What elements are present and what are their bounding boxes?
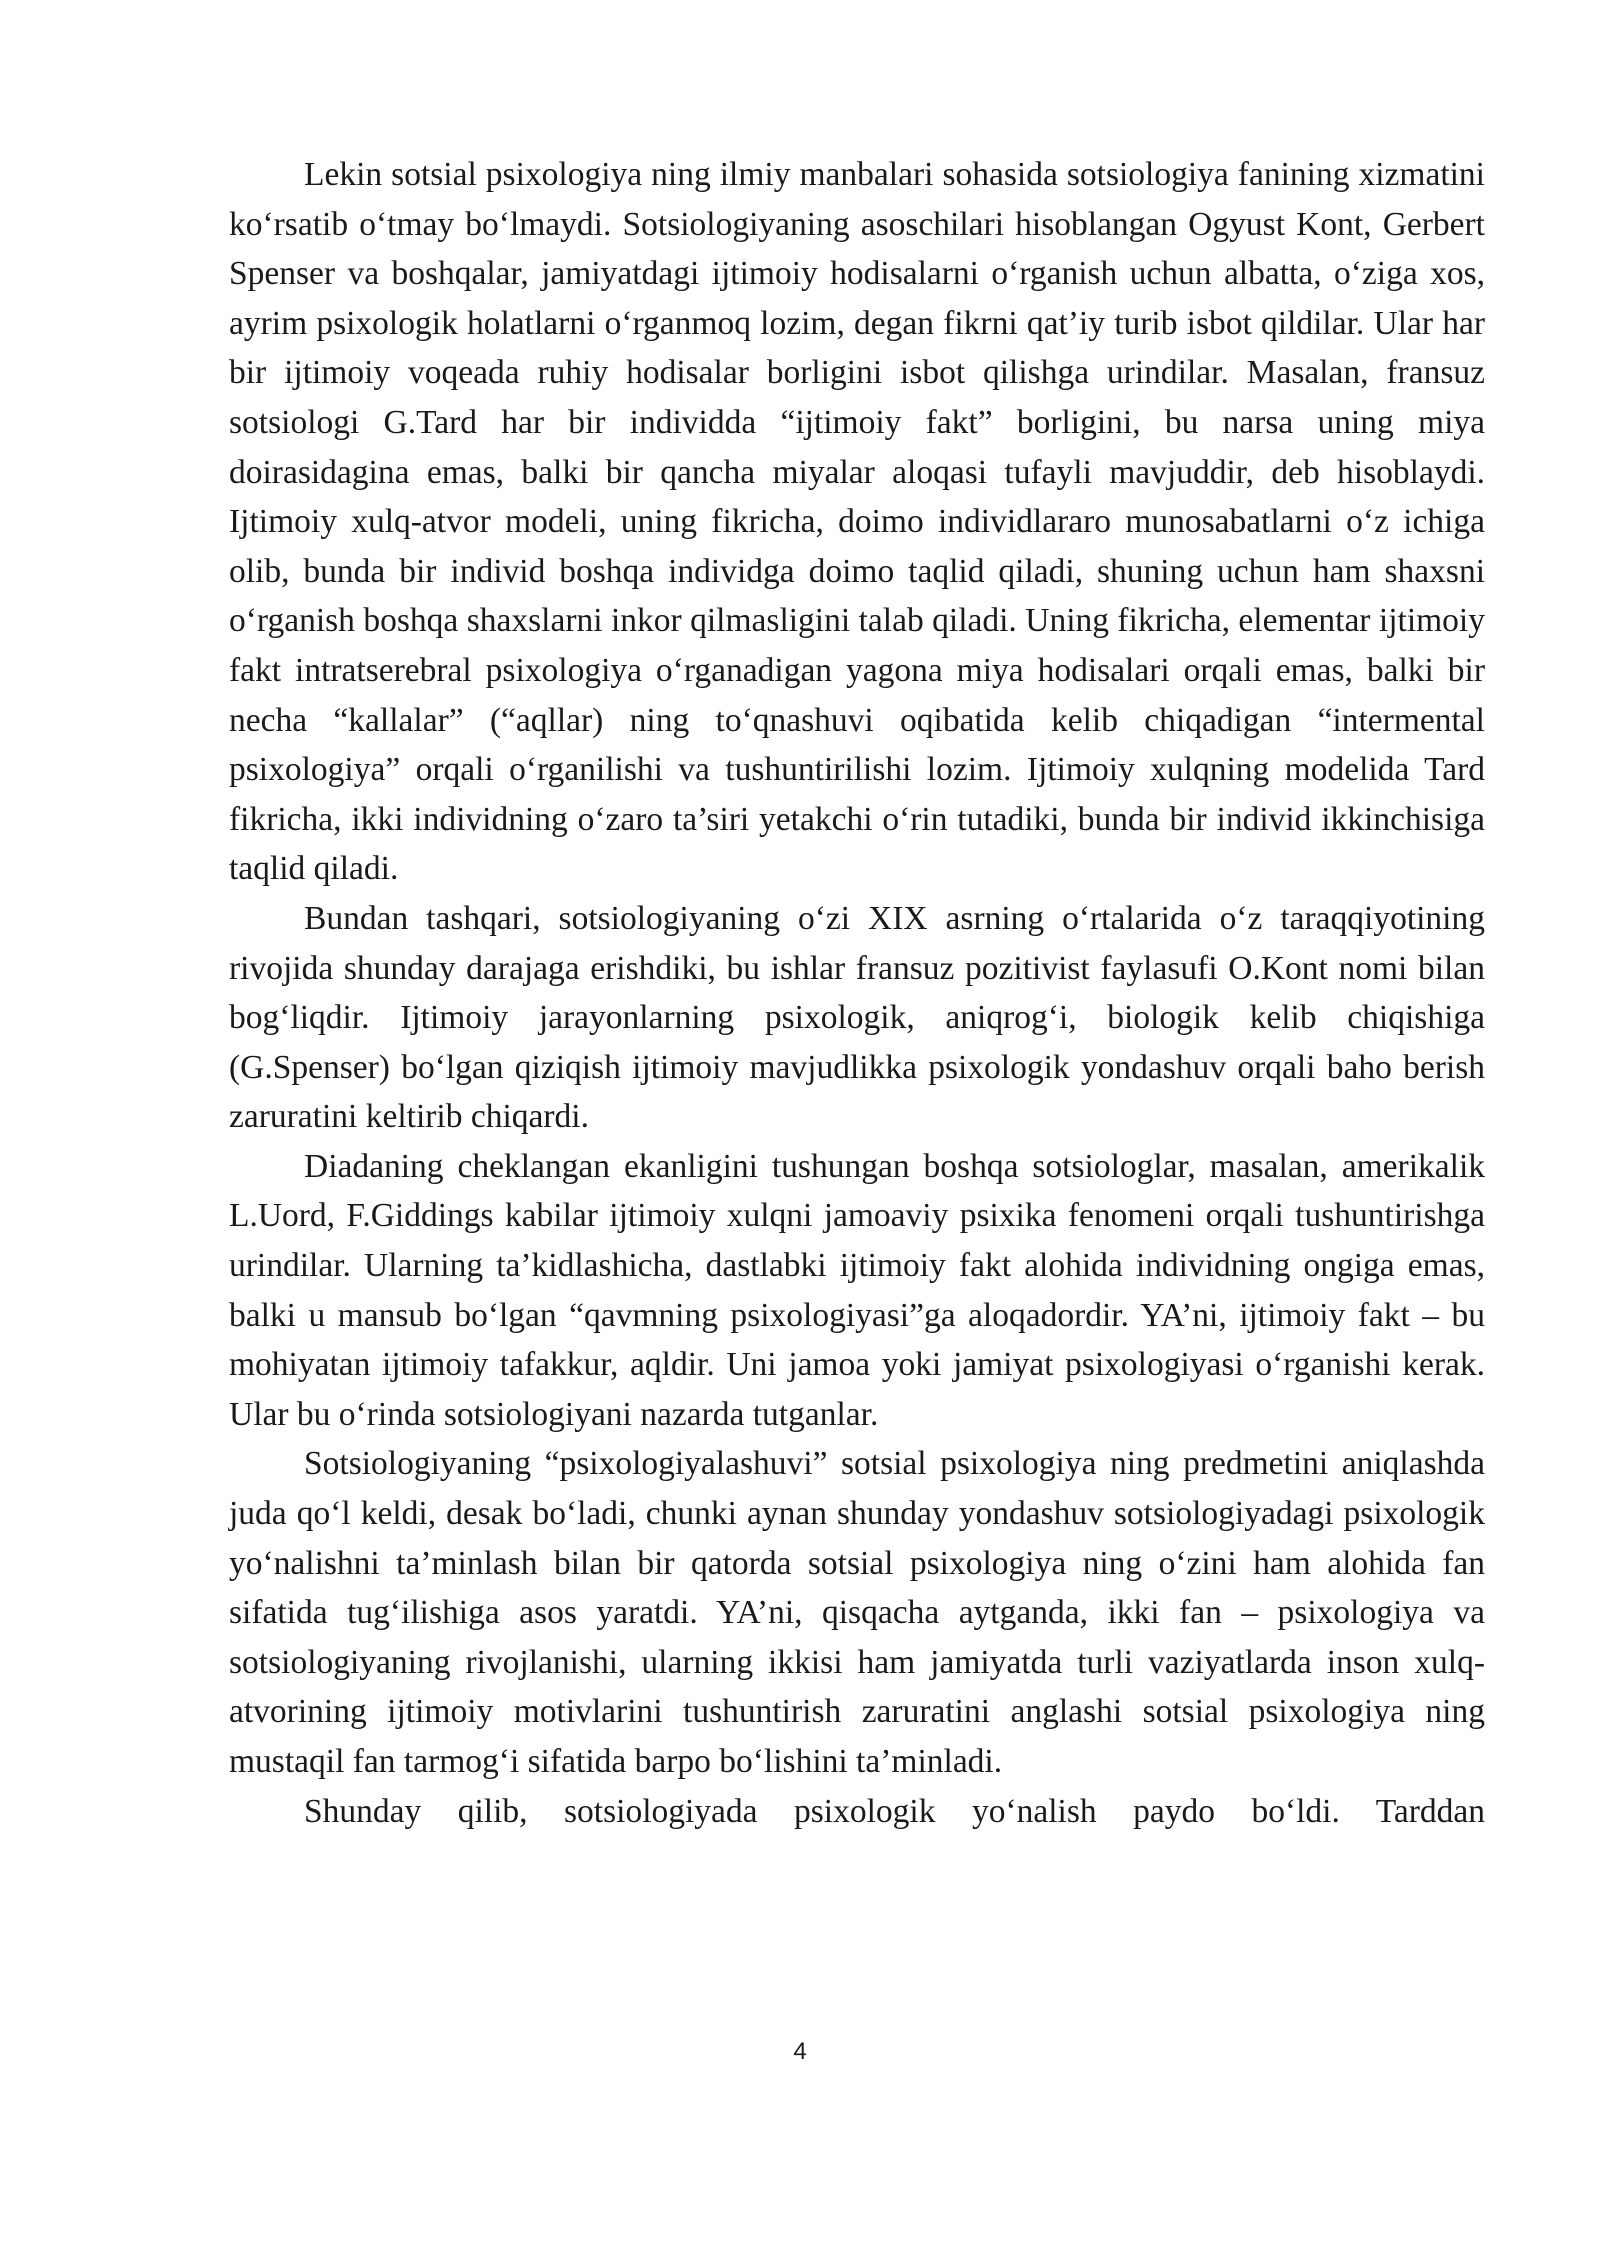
paragraph-2: Bundan tashqari, sotsiologiyaning o‘zi XIX asrning o‘rtalarida o‘z taraqqiyotining rivojida shunday darajaga erishdiki, bu ishlar fransuz pozitivist faylasufi O.Kont nomi bilan bog‘liqdir. Ijtimoiy jarayonlarning psixologik, aniqrog‘i, biologik kelib chiqishiga (G.Spenser) bo‘lgan qiziqish ijtimoiy mavjudlikka psixologik yondashuv orqali baho berish zaruratini keltirib chiqardi. (229, 899, 1485, 1136)
paragraph-1: Lekin sotsial psixologiya ning ilmiy manbalari sohasida sotsiologiya fanining xizmatini ko‘rsatib o‘tmay bo‘lmaydi. Sotsiologiyaning asoschilari hisoblangan Ogyust Kont, Gerbert Spenser va boshqalar, jamiyatdagi ijtimoiy hodisalarni o‘rganish uchun albatta, o‘ziga xos, ayrim psixologik holatlarni o‘rganmoq lozim, degan fikrni qat’iy turib isbot qildilar. Ular har bir ijtimoiy voqeada ruhiy hodisalar borligini isbot qilishga urindilar. Masalan, fransuz sotsiologi G.Tard har bir individda “ijtimoiy fakt” borligini, bu narsa uning miya doirasidagina emas, balki bir qancha miyalar aloqasi tufayli mavjuddir, deb hisoblaydi. Ijtimoiy xulq-atvor modeli, uning fikricha, doimo individlararo munosabatlarni o‘z ichiga olib, bunda bir individ boshqa individga doimo taqlid qiladi, shuning uchun ham shaxsni o‘rganish boshqa shaxslarni inkor qilmasligini talab qiladi. Uning fikricha, elementar ijtimoiy fakt intratserebral psixologiya o‘rganadigan yagona miya hodisalari orqali emas, balki bir necha “kallalar” (“aqllar) ning to‘qnashuvi oqibatida kelib chiqadigan “intermental psixologiya” orqali o‘rganilishi va tushuntirilishi lozim. Ijtimoiy xulqning modelida Tard fikricha, ikki individning o‘zaro ta’siri yetakchi o‘rin tutadiki, bunda bir individ ikkinchisiga taqlid qiladi. (229, 156, 1485, 888)
paragraph-5: Shunday qilib, sotsiologiyada psixologik yo‘nalish paydo bo‘ldi. Tarddan (304, 1792, 1485, 1830)
paragraph-4: Sotsiologiyaning “psixologiyalashuvi” sotsial psixologiya ning predmetini aniqlashda juda qo‘l keldi, desak bo‘ladi, chunki aynan shunday yondashuv sotsiologiyadagi psixologik yo‘nalishni ta’minlash bilan bir qatorda sotsial psixologiya ning o‘zini ham alohida fan sifatida tug‘ilishiga asos yaratdi. YA’ni, qisqacha aytganda, ikki fan – psixologiya va sotsiologiyaning rivojlanishi, ularning ikkisi ham jamiyatda turli vaziyatlarda inson xulq-atvorining ijtimoiy motivlarini tushuntirish zaruratini anglashi sotsial psixologiya ning mustaqil fan tarmog‘i sifatida barpo bo‘lishini ta’minladi. (229, 1445, 1485, 1780)
body-text (229, 150, 1485, 1836)
paragraph-3: Diadaning cheklangan ekanligini tushungan boshqa sotsiologlar, masalan, amerikalik L.Uord, F.Giddings kabilar ijtimoiy xulqni jamoaviy psixika fenomeni orqali tushuntirishga urindilar. Ularning ta’kidlashicha, dastlabki ijtimoiy fakt alohida individning ongiga emas, balki u mansub bo‘lgan “qavmning psixologiyasi”ga aloqadordir. YA’ni, ijtimoiy fakt – bu mohiyatan ijtimoiy tafakkur, aqldir. Uni jamoa yoki jamiyat psixologiyasi o‘rganishi kerak. Ular bu o‘rinda sotsiologiyani nazarda tutganlar. (229, 1147, 1485, 1433)
page-number: 4 (793, 2038, 807, 2065)
